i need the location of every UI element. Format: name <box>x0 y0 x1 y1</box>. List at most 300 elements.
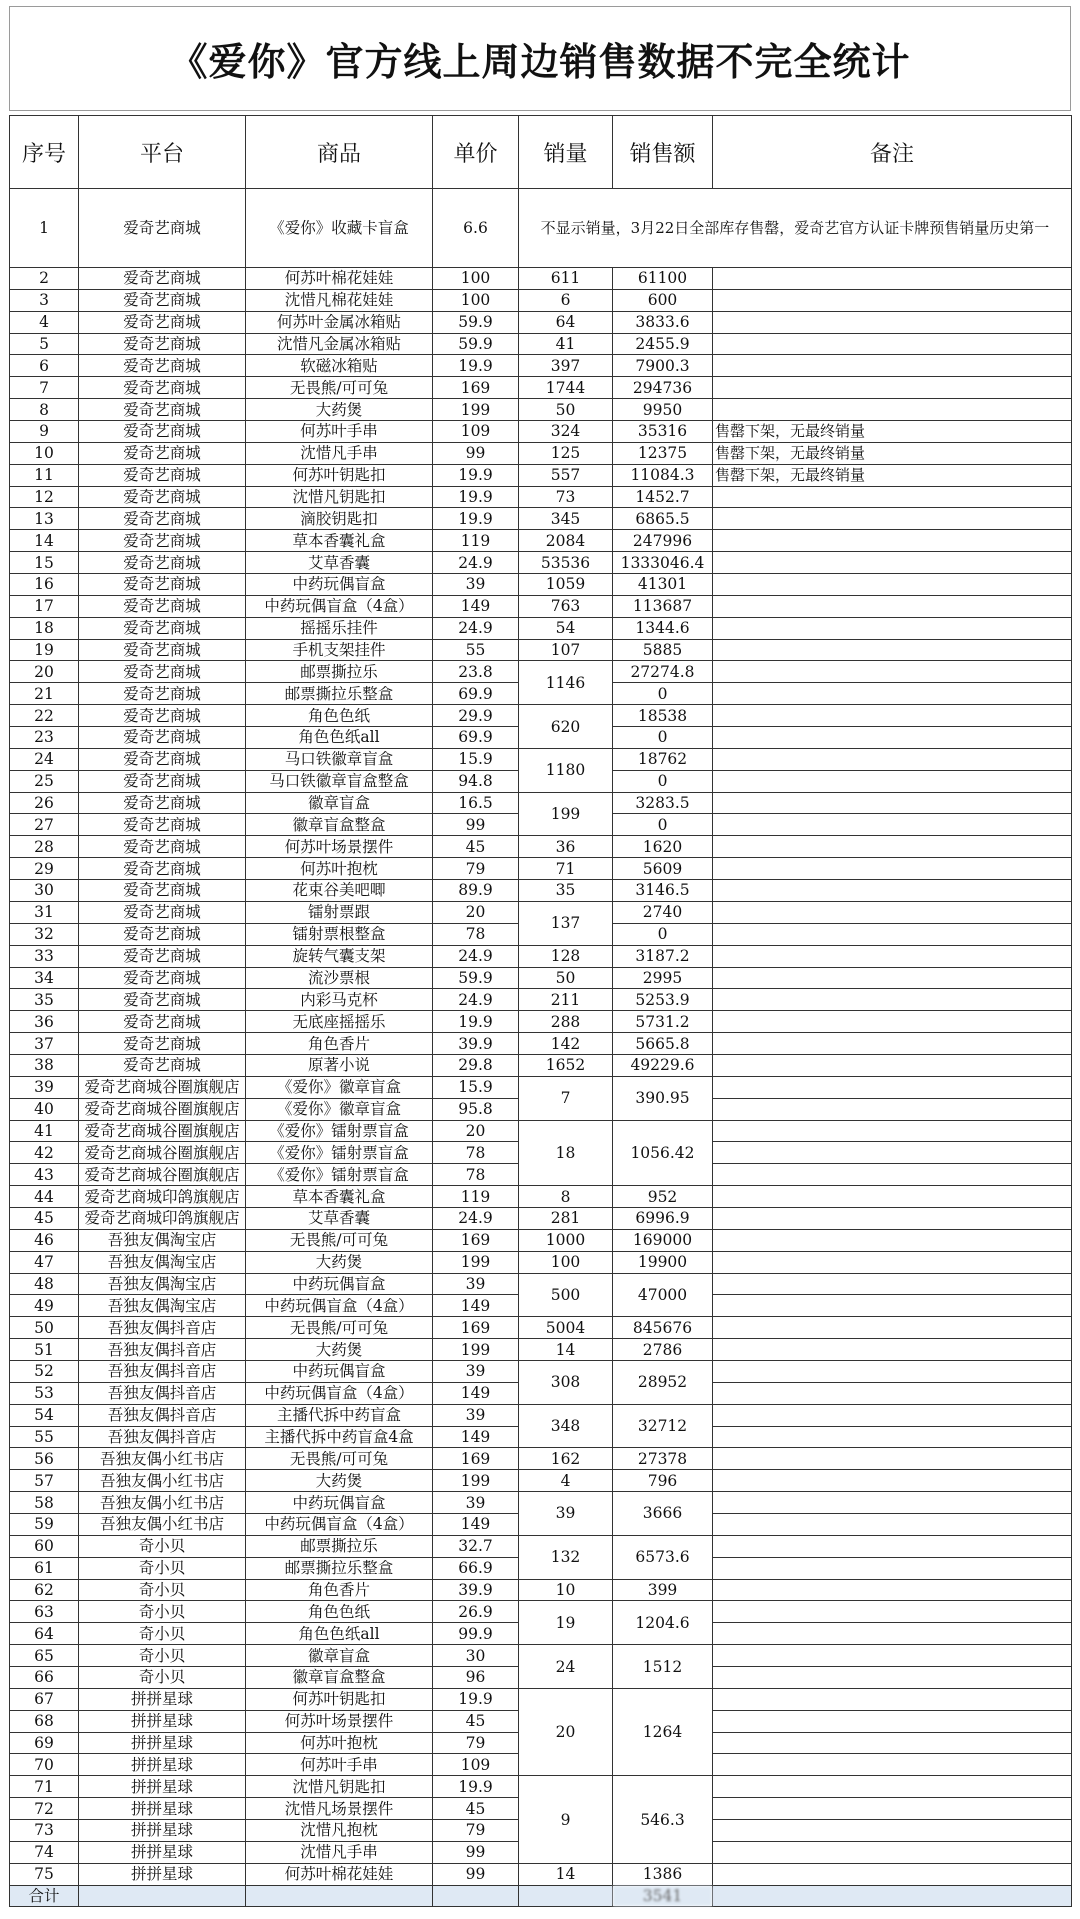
cell-amount: 3187.2 <box>613 945 713 967</box>
cell-item: 旋转气囊支架 <box>246 945 433 967</box>
cell-price: 59.9 <box>433 333 519 355</box>
cell-platform: 爱奇艺商城 <box>79 377 246 399</box>
cell-no: 45 <box>10 1207 79 1229</box>
cell-note <box>713 268 1072 290</box>
cell-no: 29 <box>10 858 79 880</box>
cell-no: 21 <box>10 683 79 705</box>
cell-price: 39 <box>433 1360 519 1382</box>
header-qty: 销量 <box>519 116 613 189</box>
cell-qty: 308 <box>519 1360 613 1404</box>
cell-note <box>713 1404 1072 1426</box>
cell-platform: 爱奇艺商城 <box>79 858 246 880</box>
cell-item: 《爱你》徽章盲盒 <box>246 1076 433 1098</box>
cell-item: 角色香片 <box>246 1033 433 1055</box>
cell-no: 50 <box>10 1317 79 1339</box>
cell-amount: 169000 <box>613 1229 713 1251</box>
cell-price: 99 <box>433 1841 519 1863</box>
cell-qty: 50 <box>519 399 613 421</box>
cell-amount: 546.3 <box>613 1776 713 1863</box>
cell-note <box>713 1251 1072 1273</box>
cell-qty: 1744 <box>519 377 613 399</box>
header-platform: 平台 <box>79 116 246 189</box>
cell-no: 33 <box>10 945 79 967</box>
cell-note <box>713 333 1072 355</box>
cell-note <box>713 1076 1072 1098</box>
cell-amount: 6573.6 <box>613 1535 713 1579</box>
cell-amount: 5665.8 <box>613 1033 713 1055</box>
cell-note <box>713 836 1072 858</box>
total-empty-cell <box>246 1885 433 1907</box>
cell-amount: 0 <box>613 923 713 945</box>
cell-platform: 吾独友偶小红书店 <box>79 1492 246 1514</box>
cell-price: 19.9 <box>433 1688 519 1710</box>
cell-note <box>713 377 1072 399</box>
cell-price: 16.5 <box>433 792 519 814</box>
cell-price: 199 <box>433 1339 519 1361</box>
cell-amount: 2455.9 <box>613 333 713 355</box>
cell-amount: 35316 <box>613 421 713 443</box>
cell-item: 手机支架挂件 <box>246 639 433 661</box>
sales-table <box>9 115 1072 1907</box>
cell-amount: 3283.5 <box>613 792 713 814</box>
cell-item: 马口铁徽章盲盒 <box>246 748 433 770</box>
table-row <box>10 858 1072 880</box>
cell-item: 无畏熊/可可兔 <box>246 1229 433 1251</box>
cell-amount: 1264 <box>613 1688 713 1775</box>
table-row <box>10 617 1072 639</box>
cell-item: 何苏叶抱枕 <box>246 858 433 880</box>
cell-price: 100 <box>433 289 519 311</box>
cell-price: 19.9 <box>433 486 519 508</box>
cell-qty: 199 <box>519 792 613 836</box>
cell-qty: 281 <box>519 1207 613 1229</box>
table-row <box>10 464 1072 486</box>
cell-price: 119 <box>433 530 519 552</box>
cell-item: 艾草香囊 <box>246 552 433 574</box>
cell-no: 53 <box>10 1382 79 1404</box>
cell-price: 19.9 <box>433 1011 519 1033</box>
cell-platform: 拼拼星球 <box>79 1732 246 1754</box>
total-amount: 3541 <box>613 1885 713 1907</box>
cell-price: 39 <box>433 574 519 596</box>
table-row <box>10 1273 1072 1295</box>
cell-item: 何苏叶金属冰箱贴 <box>246 311 433 333</box>
cell-no: 10 <box>10 442 79 464</box>
cell-platform: 爱奇艺商城 <box>79 574 246 596</box>
cell-price: 15.9 <box>433 1076 519 1098</box>
table-row <box>10 967 1072 989</box>
cell-platform: 爱奇艺商城 <box>79 508 246 530</box>
cell-platform: 奇小贝 <box>79 1601 246 1623</box>
cell-amount: 5885 <box>613 639 713 661</box>
cell-item: 邮票撕拉乐整盒 <box>246 1557 433 1579</box>
cell-qty: 9 <box>519 1776 613 1863</box>
cell-price: 99 <box>433 814 519 836</box>
cell-platform: 奇小贝 <box>79 1645 246 1667</box>
cell-platform: 吾独友偶抖音店 <box>79 1360 246 1382</box>
cell-price: 78 <box>433 1164 519 1186</box>
cell-platform: 爱奇艺商城 <box>79 727 246 749</box>
table-row <box>10 574 1072 596</box>
cell-price: 55 <box>433 639 519 661</box>
cell-no: 51 <box>10 1339 79 1361</box>
cell-no: 15 <box>10 552 79 574</box>
cell-item: 主播代拆中药盲盒 <box>246 1404 433 1426</box>
cell-price: 169 <box>433 1448 519 1470</box>
cell-item: 何苏叶钥匙扣 <box>246 1688 433 1710</box>
cell-note <box>713 552 1072 574</box>
cell-amount: 1620 <box>613 836 713 858</box>
cell-no: 34 <box>10 967 79 989</box>
cell-qty: 128 <box>519 945 613 967</box>
cell-no: 60 <box>10 1535 79 1557</box>
cell-item: 沈惜凡抱枕 <box>246 1820 433 1842</box>
cell-price: 24.9 <box>433 552 519 574</box>
table-row <box>10 189 1072 268</box>
cell-note <box>713 727 1072 749</box>
cell-amount: 32712 <box>613 1404 713 1448</box>
cell-item: 沈惜凡手串 <box>246 442 433 464</box>
cell-amount: 61100 <box>613 268 713 290</box>
cell-note <box>713 1623 1072 1645</box>
cell-amount: 399 <box>613 1579 713 1601</box>
cell-platform: 拼拼星球 <box>79 1820 246 1842</box>
cell-note <box>713 1667 1072 1689</box>
cell-no: 46 <box>10 1229 79 1251</box>
cell-no: 62 <box>10 1579 79 1601</box>
table-row <box>10 552 1072 574</box>
table-row <box>10 377 1072 399</box>
cell-amount: 2740 <box>613 901 713 923</box>
cell-item: 无畏熊/可可兔 <box>246 1317 433 1339</box>
cell-platform: 拼拼星球 <box>79 1754 246 1776</box>
cell-item: 内彩马克杯 <box>246 989 433 1011</box>
cell-no: 63 <box>10 1601 79 1623</box>
cell-price: 19.9 <box>433 1776 519 1798</box>
cell-no: 71 <box>10 1776 79 1798</box>
cell-qty: 10 <box>519 1579 613 1601</box>
cell-price: 96 <box>433 1667 519 1689</box>
cell-qty: 557 <box>519 464 613 486</box>
cell-note <box>713 1360 1072 1382</box>
cell-no: 61 <box>10 1557 79 1579</box>
cell-no: 26 <box>10 792 79 814</box>
cell-platform: 爱奇艺商城 <box>79 442 246 464</box>
cell-amount: 6865.5 <box>613 508 713 530</box>
cell-amount: 845676 <box>613 1317 713 1339</box>
cell-amount: 600 <box>613 289 713 311</box>
cell-platform: 爱奇艺商城 <box>79 901 246 923</box>
cell-platform: 爱奇艺商城印鸽旗舰店 <box>79 1186 246 1208</box>
cell-price: 78 <box>433 923 519 945</box>
cell-amount: 952 <box>613 1186 713 1208</box>
table-row <box>10 1076 1072 1098</box>
cell-item: 软磁冰箱贴 <box>246 355 433 377</box>
table-row <box>10 901 1072 923</box>
cell-platform: 爱奇艺商城谷圈旗舰店 <box>79 1098 246 1120</box>
cell-platform: 吾独友偶小红书店 <box>79 1448 246 1470</box>
cell-amount: 0 <box>613 683 713 705</box>
cell-qty: 348 <box>519 1404 613 1448</box>
cell-no: 8 <box>10 399 79 421</box>
cell-amount: 47000 <box>613 1273 713 1317</box>
cell-price: 45 <box>433 1710 519 1732</box>
cell-price: 39 <box>433 1404 519 1426</box>
cell-platform: 拼拼星球 <box>79 1863 246 1885</box>
cell-platform: 爱奇艺商城 <box>79 464 246 486</box>
cell-price: 149 <box>433 1513 519 1535</box>
cell-price: 15.9 <box>433 748 519 770</box>
cell-item: 何苏叶场景摆件 <box>246 1710 433 1732</box>
title-box <box>9 6 1071 111</box>
cell-platform: 吾独友偶抖音店 <box>79 1339 246 1361</box>
cell-qty: 397 <box>519 355 613 377</box>
cell-price: 39 <box>433 1492 519 1514</box>
table-row <box>10 1033 1072 1055</box>
cell-amount: 3146.5 <box>613 880 713 902</box>
cell-note <box>713 989 1072 1011</box>
cell-price: 119 <box>433 1186 519 1208</box>
cell-price: 79 <box>433 1732 519 1754</box>
cell-no: 44 <box>10 1186 79 1208</box>
page-title: 《爱你》官方线上周边销售数据不完全统计 <box>169 40 911 84</box>
table-row <box>10 333 1072 355</box>
total-empty-cell <box>519 1885 613 1907</box>
cell-price: 89.9 <box>433 880 519 902</box>
table-row <box>10 880 1072 902</box>
cell-price: 66.9 <box>433 1557 519 1579</box>
table-row <box>10 1339 1072 1361</box>
cell-price: 19.9 <box>433 508 519 530</box>
cell-note <box>713 814 1072 836</box>
cell-note <box>713 1164 1072 1186</box>
cell-note <box>713 399 1072 421</box>
cell-no: 36 <box>10 1011 79 1033</box>
cell-qty: 50 <box>519 967 613 989</box>
cell-note <box>713 595 1072 617</box>
cell-note <box>713 1535 1072 1557</box>
cell-platform: 爱奇艺商城 <box>79 661 246 683</box>
cell-no: 43 <box>10 1164 79 1186</box>
cell-platform: 爱奇艺商城 <box>79 639 246 661</box>
cell-item: 艾草香囊 <box>246 1207 433 1229</box>
cell-note <box>713 792 1072 814</box>
cell-qty: 125 <box>519 442 613 464</box>
cell-note <box>713 508 1072 530</box>
cell-amount: 113687 <box>613 595 713 617</box>
cell-item: 《爱你》徽章盲盒 <box>246 1098 433 1120</box>
cell-no: 54 <box>10 1404 79 1426</box>
cell-platform: 爱奇艺商城 <box>79 486 246 508</box>
cell-platform: 拼拼星球 <box>79 1776 246 1798</box>
cell-no: 49 <box>10 1295 79 1317</box>
cell-price: 39.9 <box>433 1579 519 1601</box>
cell-item: 流沙票根 <box>246 967 433 989</box>
cell-price: 24.9 <box>433 989 519 1011</box>
table-row <box>10 792 1072 814</box>
cell-no: 64 <box>10 1623 79 1645</box>
table-row <box>10 748 1072 770</box>
cell-qty: 4 <box>519 1470 613 1492</box>
cell-no: 17 <box>10 595 79 617</box>
cell-note <box>713 858 1072 880</box>
total-note <box>713 1885 1072 1907</box>
cell-platform: 爱奇艺商城印鸽旗舰店 <box>79 1207 246 1229</box>
cell-price: 24.9 <box>433 617 519 639</box>
cell-platform: 爱奇艺商城 <box>79 705 246 727</box>
cell-price: 95.8 <box>433 1098 519 1120</box>
cell-no: 5 <box>10 333 79 355</box>
cell-item: 何苏叶棉花娃娃 <box>246 1863 433 1885</box>
cell-note <box>713 683 1072 705</box>
cell-qty: 1146 <box>519 661 613 705</box>
table-row <box>10 1470 1072 1492</box>
header-amount: 销售额 <box>613 116 713 189</box>
cell-amount: 1386 <box>613 1863 713 1885</box>
cell-platform: 拼拼星球 <box>79 1841 246 1863</box>
cell-price: 149 <box>433 595 519 617</box>
cell-amount: 1452.7 <box>613 486 713 508</box>
cell-no: 31 <box>10 901 79 923</box>
table-row <box>10 355 1072 377</box>
table-row <box>10 1207 1072 1229</box>
cell-no: 73 <box>10 1820 79 1842</box>
cell-no: 9 <box>10 421 79 443</box>
cell-item: 邮票撕拉乐 <box>246 1535 433 1557</box>
cell-note <box>713 770 1072 792</box>
cell-amount: 3666 <box>613 1492 713 1536</box>
cell-note <box>713 530 1072 552</box>
cell-amount: 5731.2 <box>613 1011 713 1033</box>
table-row <box>10 1360 1072 1382</box>
cell-item: 徽章盲盒整盒 <box>246 1667 433 1689</box>
cell-price: 32.7 <box>433 1535 519 1557</box>
cell-no: 74 <box>10 1841 79 1863</box>
cell-qty: 1059 <box>519 574 613 596</box>
cell-price: 199 <box>433 399 519 421</box>
cell-item: 《爱你》镭射票盲盒 <box>246 1120 433 1142</box>
cell-platform: 爱奇艺商城 <box>79 814 246 836</box>
cell-amount: 28952 <box>613 1360 713 1404</box>
cell-platform: 爱奇艺商城 <box>79 189 246 268</box>
cell-item: 花束谷美吧唧 <box>246 880 433 902</box>
total-empty-cell <box>433 1885 519 1907</box>
cell-note <box>713 1645 1072 1667</box>
cell-item: 何苏叶场景摆件 <box>246 836 433 858</box>
cell-price: 169 <box>433 1229 519 1251</box>
cell-price: 29.8 <box>433 1054 519 1076</box>
cell-no: 4 <box>10 311 79 333</box>
cell-no: 28 <box>10 836 79 858</box>
cell-note <box>713 1339 1072 1361</box>
cell-no: 55 <box>10 1426 79 1448</box>
table-row <box>10 268 1072 290</box>
cell-note <box>713 1120 1072 1142</box>
cell-price: 26.9 <box>433 1601 519 1623</box>
cell-price: 109 <box>433 421 519 443</box>
cell-price: 6.6 <box>433 189 519 268</box>
cell-note <box>713 1841 1072 1863</box>
cell-platform: 爱奇艺商城 <box>79 268 246 290</box>
cell-note <box>713 1470 1072 1492</box>
cell-item: 大药煲 <box>246 1251 433 1273</box>
cell-no: 37 <box>10 1033 79 1055</box>
cell-item: 角色香片 <box>246 1579 433 1601</box>
cell-price: 24.9 <box>433 1207 519 1229</box>
cell-item: 大药煲 <box>246 399 433 421</box>
cell-no: 3 <box>10 289 79 311</box>
cell-platform: 拼拼星球 <box>79 1798 246 1820</box>
cell-amount: 5609 <box>613 858 713 880</box>
cell-amount: 6996.9 <box>613 1207 713 1229</box>
cell-no: 2 <box>10 268 79 290</box>
cell-item: 大药煲 <box>246 1339 433 1361</box>
table-row <box>10 311 1072 333</box>
cell-price: 69.9 <box>433 727 519 749</box>
cell-qty: 73 <box>519 486 613 508</box>
cell-note <box>713 705 1072 727</box>
cell-platform: 奇小贝 <box>79 1579 246 1601</box>
cell-no: 70 <box>10 1754 79 1776</box>
cell-qty: 611 <box>519 268 613 290</box>
cell-amount: 2995 <box>613 967 713 989</box>
cell-no: 48 <box>10 1273 79 1295</box>
cell-price: 100 <box>433 268 519 290</box>
cell-note <box>713 661 1072 683</box>
cell-no: 19 <box>10 639 79 661</box>
table-row <box>10 1492 1072 1514</box>
cell-note <box>713 1732 1072 1754</box>
cell-platform: 爱奇艺商城 <box>79 989 246 1011</box>
cell-price: 29.9 <box>433 705 519 727</box>
cell-item: 徽章盲盒整盒 <box>246 814 433 836</box>
header-note: 备注 <box>713 116 1072 189</box>
cell-qty: 107 <box>519 639 613 661</box>
cell-platform: 拼拼星球 <box>79 1710 246 1732</box>
cell-no: 14 <box>10 530 79 552</box>
cell-no: 16 <box>10 574 79 596</box>
cell-no: 24 <box>10 748 79 770</box>
total-row <box>10 1885 1072 1907</box>
cell-item: 沈惜凡钥匙扣 <box>246 1776 433 1798</box>
cell-qty: 288 <box>519 1011 613 1033</box>
cell-note <box>713 1054 1072 1076</box>
cell-platform: 爱奇艺商城 <box>79 595 246 617</box>
header-row <box>10 116 1072 189</box>
cell-item: 主播代拆中药盲盒4盒 <box>246 1426 433 1448</box>
cell-item: 何苏叶棉花娃娃 <box>246 268 433 290</box>
table-row <box>10 1317 1072 1339</box>
cell-item: 无畏熊/可可兔 <box>246 1448 433 1470</box>
cell-platform: 爱奇艺商城 <box>79 945 246 967</box>
cell-note <box>713 1186 1072 1208</box>
cell-price: 199 <box>433 1470 519 1492</box>
header-item: 商品 <box>246 116 433 189</box>
cell-qty: 64 <box>519 311 613 333</box>
cell-price: 30 <box>433 1645 519 1667</box>
cell-note <box>713 486 1072 508</box>
cell-qty: 35 <box>519 880 613 902</box>
table-row <box>10 508 1072 530</box>
cell-qty: 1000 <box>519 1229 613 1251</box>
cell-platform: 爱奇艺商城 <box>79 880 246 902</box>
cell-item: 角色色纸all <box>246 727 433 749</box>
cell-price: 79 <box>433 858 519 880</box>
cell-price: 149 <box>433 1295 519 1317</box>
cell-amount: 7900.3 <box>613 355 713 377</box>
cell-item: 原著小说 <box>246 1054 433 1076</box>
cell-item: 镭射票根整盒 <box>246 923 433 945</box>
